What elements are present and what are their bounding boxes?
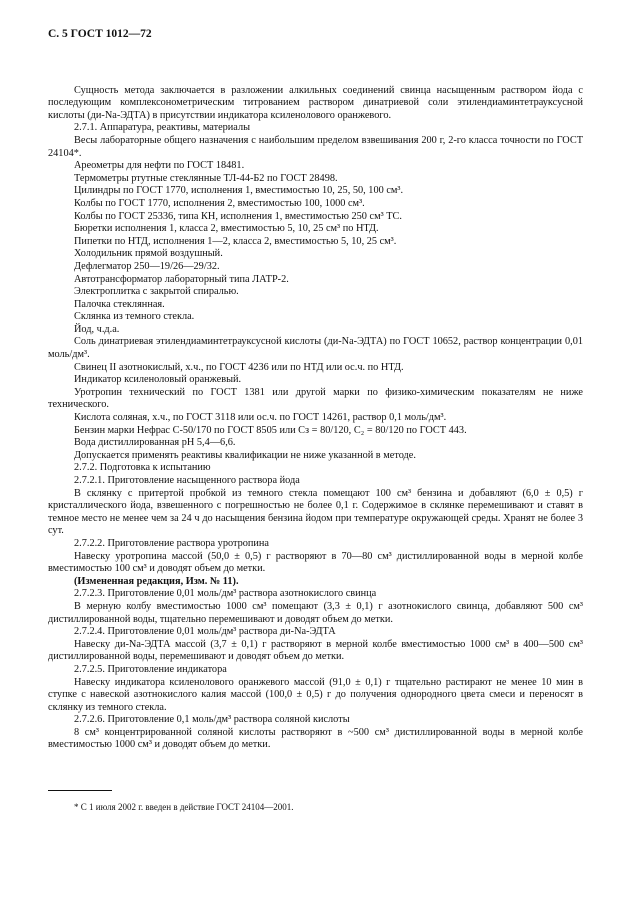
footnote: * С 1 июля 2002 г. введен в действие ГОСТ 24104—2001. (74, 802, 294, 813)
paragraph: Навеску уротропина массой (50,0 ± 0,5) г растворяют в 70—80 см³ дистиллированной воды в мерной колбе вместимостью 100 см³ и доводят объем до метки. (48, 550, 583, 575)
body-text (48, 85, 583, 752)
paragraph: Колбы по ГОСТ 1770, исполнения 2, вместимостью 100, 1000 см³. (74, 197, 365, 209)
paragraph: Автотрансформатор лабораторный типа ЛАТР-2. (74, 273, 289, 285)
paragraph: (Измененная редакция, Изм. № 11). (74, 575, 239, 587)
paragraph: 2.7.1. Аппаратура, реактивы, материалы (74, 122, 251, 134)
paragraph: Вода дистиллированная pH 5,4—6,6. (74, 437, 236, 449)
paragraph: В склянку с притертой пробкой из темного стекла помещают 100 см³ бензина и добавляют (6,0 ± 0,5) г кристаллического йода, взвешенного с погрешностью не более 0,1 г. Содержимое в склянке перемешивают и ставят в темное место не менее чем за 24 ч до насыщения бензина йодом при температуре окружающей среды. Хранят не более 3 сут. (48, 487, 583, 537)
paragraph: Палочка стеклянная. (74, 298, 165, 310)
paragraph: Дефлегматор 250—19/26—29/32. (74, 260, 220, 272)
paragraph: 2.7.2. Подготовка к испытанию (74, 462, 211, 474)
paragraph: 2.7.2.3. Приготовление 0,01 моль/дм³ раствора азотнокислого свинца (74, 588, 377, 600)
page-header: С. 5 ГОСТ 1012—72 (48, 28, 152, 40)
paragraph: Склянка из темного стекла. (74, 311, 195, 323)
paragraph: Сущность метода заключается в разложении алкильных соединений свинца насыщенным раствором йода с последующим комплексонометрическим титрованием раствором динатриевой соли этилендиаминтетрауксусной кислоты (ди-Na-ЭДТА) в присутствии индикатора ксиленолового оранжевого. (48, 84, 583, 121)
paragraph: Цилиндры по ГОСТ 1770, исполнения 1, вместимостью 10, 25, 50, 100 см³. (74, 185, 404, 197)
paragraph: 8 см³ концентрированной соляной кислоты растворяют в ~500 см³ дистиллированной воды в мерной колбе вместимостью 1000 см³ и доводят объем до метки. (48, 726, 583, 751)
paragraph: 2.7.2.6. Приготовление 0,1 моль/дм³ раствора соляной кислоты (74, 714, 350, 726)
paragraph: Уротропин технический по ГОСТ 1381 или другой марки по физико-химическим показателям не ниже технического. (48, 386, 583, 411)
paragraph: Термометры ртутные стеклянные ТЛ-44-Б2 по ГОСТ 28498. (74, 172, 338, 184)
paragraph: Индикатор ксиленоловый оранжевый. (74, 374, 242, 386)
paragraph: Колбы по ГОСТ 25336, типа КН, исполнения 1, вместимостью 250 см³ ТС. (74, 210, 402, 222)
paragraph: Бензин марки Нефрас С-50/170 по ГОСТ 8505 или Сз = 80/120, С₂ = 80/120 по ГОСТ 443. (74, 424, 467, 436)
paragraph: Пипетки по НТД, исполнения 1—2, класса 2, вместимостью 5, 10, 25 см³. (74, 235, 397, 247)
paragraph: 2.7.2.1. Приготовление насыщенного раствора йода (74, 475, 300, 486)
paragraph: В мерную колбу вместимостью 1000 см³ помещают (3,3 ± 0,1) г азотнокислого свинца, добавляют 500 см³ дистиллированной воды, тщательно перемешивают и доводят объем до метки. (48, 600, 583, 625)
paragraph: Электроплитка с закрытой спиралью. (74, 286, 239, 298)
paragraph: Йод, ч.д.а. (74, 323, 120, 335)
paragraph: Ареометры для нефти по ГОСТ 18481. (74, 160, 245, 172)
paragraph: Кислота соляная, х.ч., по ГОСТ 3118 или ос.ч. по ГОСТ 14261, раствор 0,1 моль/дм³. (74, 412, 447, 424)
paragraph: Свинец II азотнокислый, х.ч., по ГОСТ 4236 или по НТД или ос.ч. по НТД. (74, 361, 404, 373)
footnote-divider (48, 790, 112, 791)
paragraph: Холодильник прямой воздушный. (74, 248, 223, 260)
paragraph: Весы лабораторные общего назначения с наибольшим пределом взвешивания 200 г, 2-го класса точности по ГОСТ 24104*. (48, 134, 583, 159)
paragraph: Соль динатриевая этилендиаминтетрауксусной кислоты (ди-Na-ЭДТА) по ГОСТ 10652, раствор концентрации 0,01 моль/дм³. (48, 336, 583, 361)
paragraph: Навеску индикатора ксиленолового оранжевого массой (91,0 ± 0,1) г тщательно растирают не менее 10 мин в ступке с навеской азотнокислого калия массой (100,0 ± 0,5) г до получения однородного цвета смеси и переносят в склянку из темного стекла. (48, 676, 583, 713)
paragraph: Навеску ди-Na-ЭДТА массой (3,7 ± 0,1) г растворяют в мерной колбе вместимостью 1000 см³ в 400—500 см³ дистиллированной воды, перемешивают и доводят объем до метки. (48, 638, 583, 663)
paragraph: Допускается применять реактивы квалификации не ниже указанной в методе. (74, 449, 416, 461)
paragraph: Бюретки исполнения 1, класса 2, вместимостью 5, 10, 25 см³ по НТД. (74, 223, 379, 235)
document-page (48, 28, 583, 814)
paragraph: 2.7.2.5. Приготовление индикатора (74, 663, 227, 675)
paragraph: 2.7.2.2. Приготовление раствора уротропина (74, 537, 270, 549)
paragraph: 2.7.2.4. Приготовление 0,01 моль/дм³ раствора ди-Na-ЭДТА (74, 626, 336, 638)
